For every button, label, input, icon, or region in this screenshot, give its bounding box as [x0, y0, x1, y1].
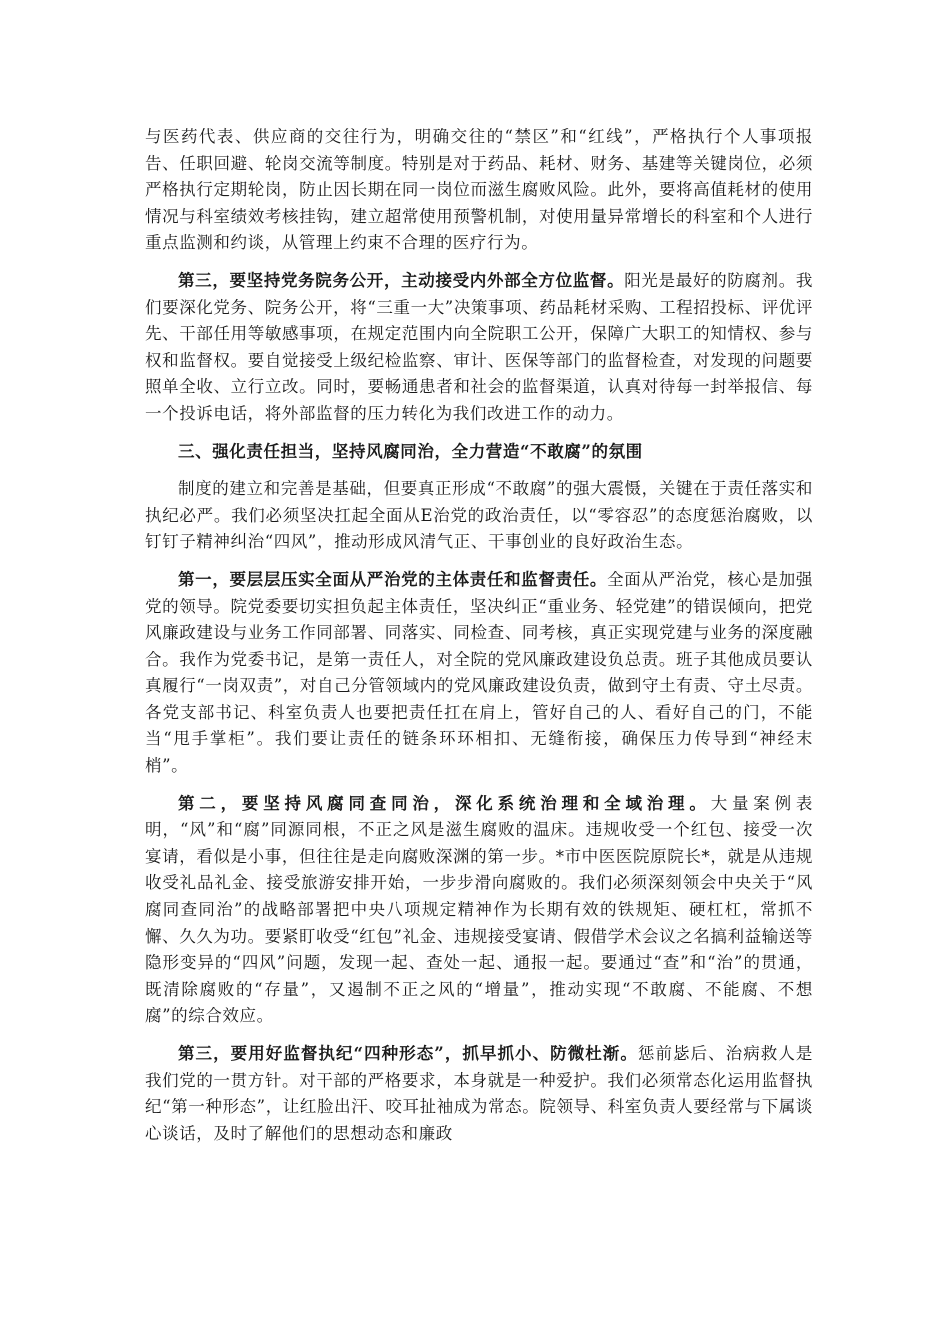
- paragraph-text: 阳光是最好的防腐剂。我们要深化党务、院务公开，将“三重一大”决策事项、药品耗材采购、工程招投标、评优评先、干部任用等敏感事项，在规定范围内向全院职工公开，保障广大职工的知情权、参与权和监督权。要自觉接受上级纪检监察、审计、医保等部门的监督检查，对发现的问题要照单全收、立行立改。同时，要畅通患者和社会的监督渠道，认真对待每一封举报信、每一个投诉电话，将外部监督的压力转化为我们改进工作的动力。: [145, 270, 813, 423]
- paragraph-text: 与医药代表、供应商的交往行为，明确交往的“禁区”和“红线”，严格执行个人事项报告、任职回避、轮岗交流等制度。特别是对于药品、耗材、财务、基建等关键岗位，必须严格执行定期轮岗，防止因长期在同一岗位而滋生腐败风险。此外，要将高值耗材的使用情况与科室绩效考核挂钩，建立超常使用预警机制，对使用量异常增长的科室和个人进行重点监测和约谈，从管理上约束不合理的医疗行为。: [145, 127, 813, 253]
- paragraph-text: 制度的建立和完善是基础，但要真正形成“不敢腐”的强大震慑，关键在于责任落实和执纪必严。我们必须坚决扛起全面从E治党的政治责任，以“零容忍”的态度惩治腐败，以钉钉子精神纠治“四风”，推动形成风清气正、干事创业的良好政治生态。: [145, 479, 813, 552]
- paragraph-style-corruption: [145, 791, 813, 1030]
- paragraph-lead: 第二，要坚持风腐同查同治，深化系统治理和全域治理。: [178, 793, 711, 813]
- section-heading-text: 三、强化责任担当，坚持风腐同治，全力营造“不敢腐”的氛围: [178, 441, 643, 461]
- section-heading-three: [145, 439, 813, 466]
- paragraph-text: 惩前毖后、治病救人是我们党的一贯方针。对干部的严格要求，本身就是一种爱护。我们必须常态化运用监督执纪“第一种形态”，让红脸出汗、咬耳扯袖成为常态。院领导、科室负责人要经常与下属谈心谈话，及时了解他们的思想动态和廉政: [145, 1044, 813, 1143]
- paragraph-disclosure-supervision: [145, 268, 813, 428]
- paragraph-continuation: [145, 124, 813, 257]
- paragraph-text: 大量案例表明，“风”和“腐”同源同根，不正之风是滋生腐败的温床。违规收受一个红包、接受一次宴请，看似是小事，但往往是走向腐败深渊的第一步。*市中医医院原院长*，就是从违规收受礼品礼金、接受旅游安排开始，一步步滑向腐败的。我们必须深刻领会中央关于“风腐同查同治”的战略部署把中央八项规定精神作为长期有效的铁规矩、硬杠杠，常抓不懈、久久为功。要紧盯收受“红包”礼金、违规接受宴请、假借学术会议之名搞利益输送等隐形变异的“四风”问题，发现一起、查处一起、通报一起。要通过“查”和“治”的贯通，既清除腐败的“存量”，又遏制不正之风的“增量”，推动实现“不敢腐、不能腐、不想腐”的综合效应。: [145, 793, 814, 1026]
- paragraph-lead: 第三，要坚持党务院务公开，主动接受内外部全方位监督。: [178, 270, 625, 290]
- paragraph-responsibility: [145, 567, 813, 780]
- document-body: [145, 124, 813, 1158]
- paragraph-text: 全面从严治党，核心是加强党的领导。院党委要切实担负起主体责任，坚决纠正“重业务、轻党建”的错误倾向，把党风廉政建设与业务工作同部署、同落实、同检查、同考核，真正实现党建与业务的深度融合。我作为党委书记，是第一责任人，对全院的党风廉政建设负总责。班子其他成员要认真履行“一岗双责”，对自己分管领域内的党风廉政建设负责，做到守土有责、守土尽责。各党支部书记、科室负责人也要把责任扛在肩上，管好自己的人、看好自己的门，不能当“甩手掌柜”。我们要让责任的链条环环相扣、无缝衔接，确保压力传导到“神经末梢”。: [145, 569, 814, 776]
- paragraph-four-forms: [145, 1041, 813, 1147]
- paragraph-lead: 第三，要用好监督执纪“四种形态”，抓早抓小、防微杜渐。: [178, 1044, 638, 1063]
- paragraph-section-intro: [145, 476, 813, 556]
- paragraph-lead: 第一，要层层压实全面从严治党的主体责任和监督责任。: [178, 569, 608, 589]
